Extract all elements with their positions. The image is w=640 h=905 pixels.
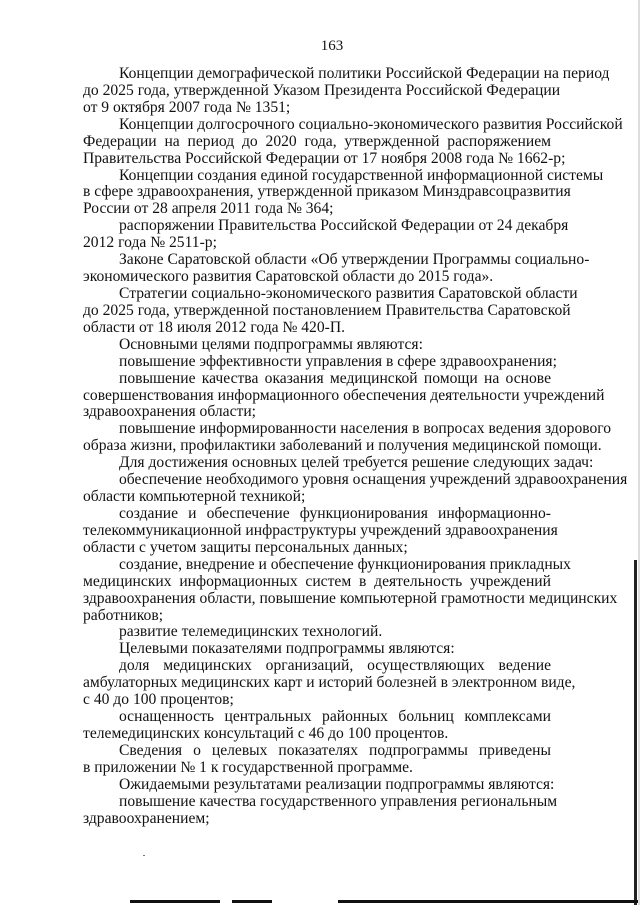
- text-line: области компьютерной техникой;: [83, 488, 306, 506]
- text-line: Для достижения основных целей требуется решение следующих задач:: [119, 454, 594, 472]
- text-line: 2012 года № 2511-р;: [83, 234, 217, 252]
- paragraph: [83, 657, 576, 709]
- text-line: повышение качества государственного управления региональным: [119, 792, 558, 810]
- text-line: развитие телемедицинских технологий.: [119, 623, 383, 641]
- paragraph: [83, 454, 594, 472]
- text-line: совершенствования информационного обеспечения деятельности учреждений: [83, 386, 605, 404]
- paragraph: [83, 420, 612, 455]
- text-line: с 40 до 100 процентов;: [83, 691, 234, 709]
- text-line: здравоохранением;: [83, 809, 210, 827]
- text-line: Стратегии социально-экономического развития Саратовской области: [119, 284, 578, 302]
- text-line: от 9 октября 2007 года № 1351;: [83, 98, 291, 116]
- text-line: Концепции долгосрочного социально-экономического развития Российской: [119, 115, 623, 133]
- text-line: повышение качества оказания медицинской помощи на основе: [119, 369, 551, 387]
- text-line: телекоммуникационной инфраструктуры учреждений здравоохранения: [83, 521, 558, 539]
- scan-bottom-mark: [130, 900, 220, 903]
- text-line: Ожидаемыми результатами реализации подпрограммы являются:: [119, 775, 555, 793]
- text-line: в сфере здравоохранения, утвержденной приказом Минздравсоцразвития: [83, 183, 571, 201]
- text-line: области от 18 июля 2012 года № 420-П.: [83, 318, 345, 336]
- text-line: распоряжении Правительства Российской Федерации от 24 декабря: [119, 217, 569, 235]
- scan-edge-bar: [634, 560, 637, 905]
- text-line: Правительства Российской Федерации от 17 ноября 2008 года № 1662-р;: [83, 149, 566, 167]
- paragraph: [83, 709, 551, 743]
- text-line: медицинских информационных систем в деятельность учреждений: [83, 572, 551, 590]
- text-line: Сведения о целевых показателях подпрограммы приведены: [119, 741, 551, 759]
- text-line: образа жизни, профилактики заболеваний и получения медицинской помощи.: [83, 437, 602, 455]
- paragraph: [83, 555, 618, 625]
- text-line: Целевыми показателями подпрограммы являются:: [119, 640, 455, 658]
- text-line: до 2025 года, утвержденной постановлением Правительства Саратовской: [83, 301, 571, 319]
- paragraph: [83, 352, 557, 371]
- text-line: создание, внедрение и обеспечение функционирования прикладных: [119, 555, 571, 573]
- paragraph: [83, 284, 578, 337]
- text-line: создание и обеспечение функционирования информационно-: [119, 504, 551, 522]
- paragraph: [83, 337, 551, 354]
- text-line: оснащенность центральных районных больниц комплексами: [119, 708, 551, 726]
- paragraph: [83, 115, 623, 168]
- text-line: до 2025 года, утвержденной Указом Президента Российской Федерации: [83, 81, 561, 99]
- text-line: России от 28 апреля 2011 года № 364;: [83, 200, 334, 218]
- document-body: [83, 65, 628, 827]
- text-line: Федерации на период до 2020 года, утвержденной распоряжением: [83, 132, 551, 150]
- text-line: здравоохранения области;: [83, 403, 256, 421]
- scan-speck: [143, 855, 145, 856]
- text-line: доля медицинских организаций, осуществляющих ведение: [119, 657, 551, 675]
- text-line: работников;: [83, 606, 164, 624]
- page-number: 163: [320, 38, 344, 54]
- paragraph: [83, 641, 551, 658]
- paragraph: [83, 504, 558, 557]
- text-line: Концепции демографической политики Российской Федерации на период: [119, 65, 610, 82]
- text-line: здравоохранения области, повышение компьютерной грамотности медицинских: [83, 589, 618, 607]
- paragraph: [83, 166, 604, 219]
- scan-bottom-mark: [232, 900, 272, 903]
- paragraph: [83, 251, 590, 286]
- text-line: амбулаторных медицинских карт и историй болезней в электронном виде,: [83, 674, 576, 692]
- text-line: обеспечение необходимого уровня оснащения учреждений здравоохранения: [119, 471, 628, 489]
- paragraph: [83, 217, 569, 252]
- text-line: Основными целями подпрограммы являются:: [119, 335, 423, 353]
- text-line: телемедицинских консультаций с 46 до 100 процентов.: [83, 724, 449, 742]
- paragraph: [83, 624, 551, 641]
- text-line: повышение информированности населения в вопросах ведения здорового: [119, 420, 612, 438]
- scan-bottom-mark: [338, 900, 638, 903]
- paragraph: [83, 471, 628, 506]
- text-line: Законе Саратовской области «Об утверждении Программы социально-: [119, 251, 590, 269]
- text-line: в приложении № 1 к государственной программе.: [83, 758, 413, 776]
- text-line: экономического развития Саратовской области до 2015 года».: [83, 268, 494, 286]
- paragraph: [83, 792, 558, 828]
- text-line: области с учетом защиты персональных данных;: [83, 538, 408, 556]
- paragraph: [83, 369, 605, 422]
- text-line: повышение эффективности управления в сфере здравоохранения;: [119, 352, 557, 370]
- text-line: Концепции создания единой государственной информационной системы: [119, 166, 604, 184]
- paragraph: [83, 775, 555, 794]
- paragraph: [83, 65, 610, 117]
- paragraph: [83, 743, 551, 777]
